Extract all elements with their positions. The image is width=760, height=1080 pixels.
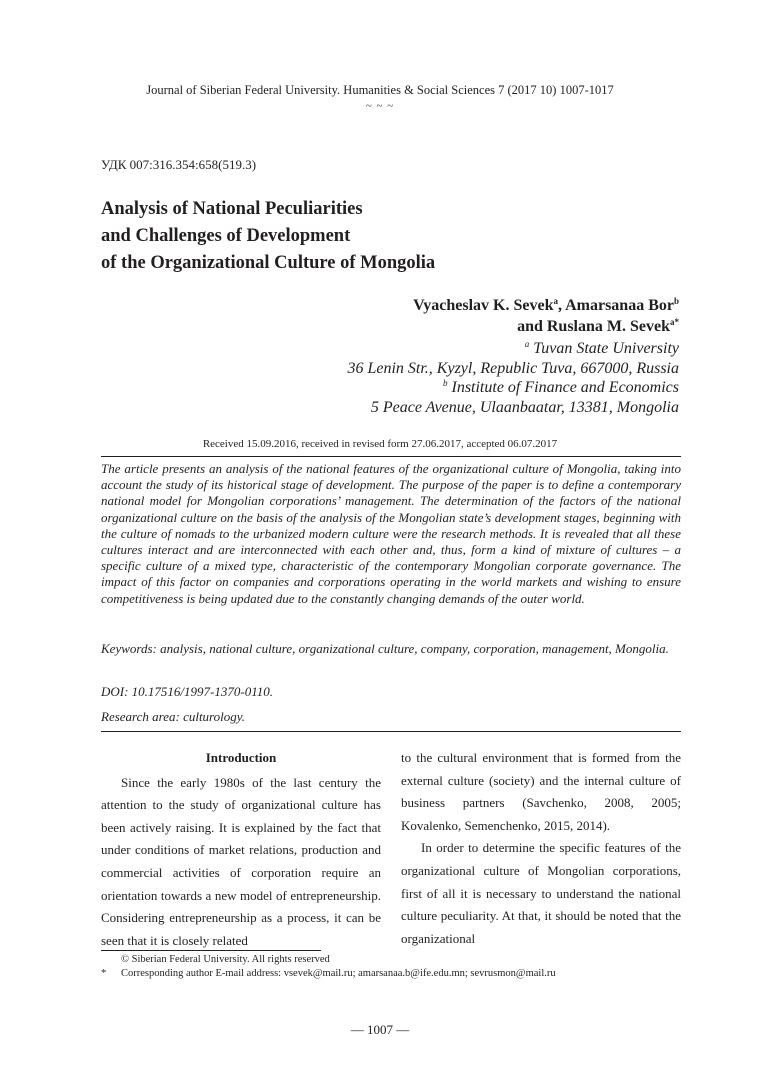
title-line-3: of the Organizational Culture of Mongolia <box>101 253 436 273</box>
research-area: Research area: culturology. <box>101 709 246 724</box>
author-separator: , <box>557 297 566 314</box>
author-2: Amarsanaa Bor <box>565 297 674 314</box>
abstract-top-rule <box>101 456 681 457</box>
journal-header: Journal of Siberian Federal University. Humanities & Social Sciences 7 (2017 10) 1007-1017 <box>146 83 614 97</box>
author-2-affil-mark: b <box>673 296 679 306</box>
affil-a-mark: a <box>524 339 530 349</box>
author-and: and <box>517 318 547 335</box>
article-title <box>101 196 435 277</box>
footnote-rule <box>101 950 321 951</box>
affil-b-address: 5 Peace Avenue, Ulaanbaatar, 13381, Mongolia <box>370 398 679 416</box>
abstract-bottom-rule <box>101 731 681 732</box>
left-column <box>101 747 381 952</box>
intro-paragraph-right-1: to the cultural environment that is formed from the external culture (society) and the internal culture of business partners (Savchenko, 2008, 2005; Kovalenko, Semenchenko, 2015, 2014). <box>401 750 681 833</box>
corresponding-author-note: Corresponding author E-mail address: vsevek@mail.ru; amarsanaa.b@ife.edu.mn; sevrusmon@mail.ru <box>121 968 556 979</box>
page-number: — 1007 — <box>350 1022 410 1037</box>
title-line-2: and Challenges of Development <box>101 226 351 246</box>
title-line-1: Analysis of National Peculiarities <box>101 199 363 219</box>
intro-paragraph-left: Since the early 1980s of the last century the attention to the study of organizational culture has been actively raising. It is explained by the fact that under conditions of market relations, production and commercial activities of corporation require an orientation towards a new model of entrepreneurship. Considering entrepreneurship as a process, it can be seen that it is closely related <box>101 774 381 948</box>
author-3-affil-mark: a* <box>670 317 679 327</box>
header-ornament: ~ ~ ~ <box>365 100 395 112</box>
right-column <box>401 747 681 950</box>
affil-a-address: 36 Lenin Str., Kyzyl, Republic Tuva, 667000, Russia <box>347 359 679 377</box>
author-3: Ruslana M. Sevek <box>546 318 670 335</box>
section-heading-introduction: Introduction <box>205 750 277 765</box>
affil-b-mark: b <box>442 378 448 388</box>
doi: DOI: 10.17516/1997-1370-0110. <box>101 684 273 699</box>
abstract: The article presents an analysis of the national features of the organizational culture of Mongolia, taking into account the study of its historical stage of development. The purpose of the paper is to define a contemporary national model for Mongolian corporations’ management. The determination of the factors of the national organizational culture on the basis of the analysis of the Mongolian state’s development stages, beginning with the culture of nomads to the urbanized modern culture were the research methods. It is revealed that all these cultures interact and are interconnected with each other and, thus, form a kind of mixture of cultures – a specific culture of a mixed type, characteristic of the contemporary Mongolian corporate governance. The impact of this factor on companies and corporations operating in the world markets and wishing to ensure competitiveness is being updated due to the constantly changing demands of the outer world. <box>101 461 681 606</box>
author-1: Vyacheslav K. Sevek <box>413 297 554 314</box>
author-1-affil-mark: a <box>553 296 558 306</box>
affiliations <box>347 339 679 417</box>
keywords: Keywords: analysis, national culture, organizational culture, company, corporation, management, Mongolia. <box>101 641 669 656</box>
intro-paragraph-right-2: In order to determine the specific features of the organizational culture of Mongolian corporations, first of all it is necessary to understand the national culture peculiarity. At that, it should be noted that the organizational <box>401 840 681 946</box>
footnote-star: * <box>101 968 107 979</box>
affil-a-name: Tuvan State University <box>529 340 679 357</box>
author-list <box>413 295 679 337</box>
copyright-note: © Siberian Federal University. All rights reserved <box>121 954 330 965</box>
affil-b-name: Institute of Finance and Economics <box>447 379 679 396</box>
received-dates: Received 15.09.2016, received in revised form 27.06.2017, accepted 06.07.2017 <box>202 438 558 450</box>
udk-code: УДК 007:316.354:658(519.3) <box>101 157 257 172</box>
